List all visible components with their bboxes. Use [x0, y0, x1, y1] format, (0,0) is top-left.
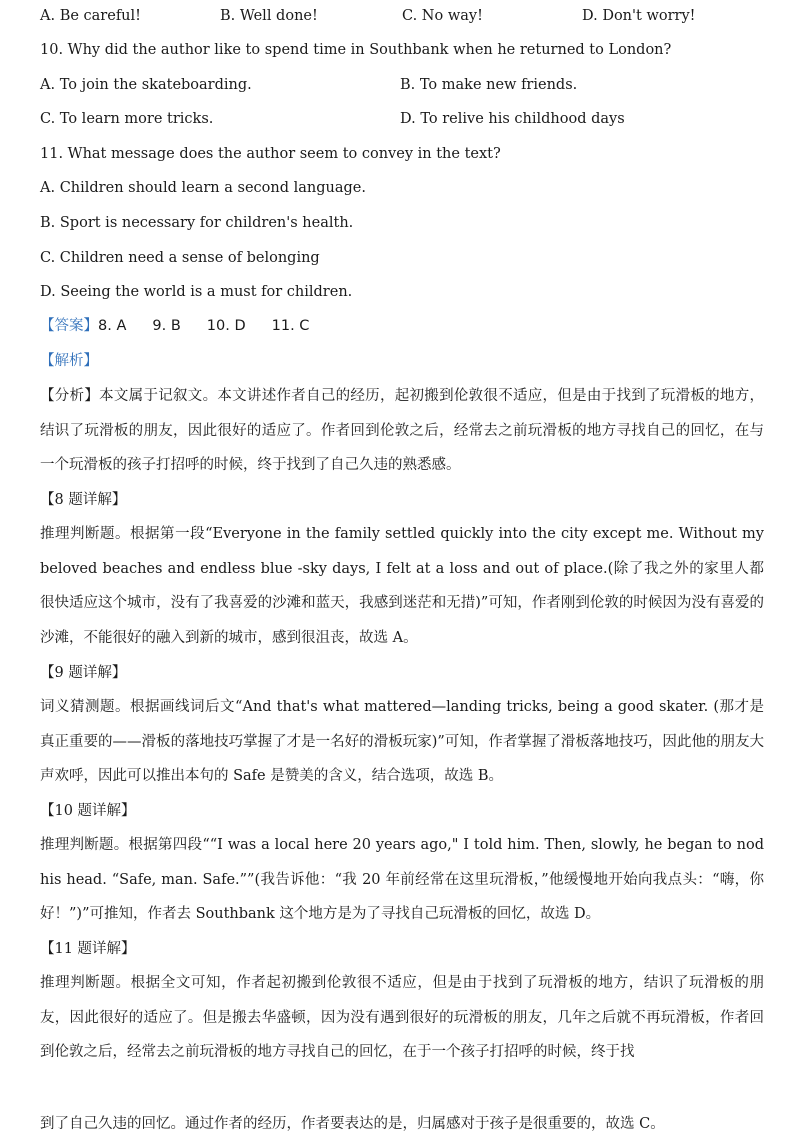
q9-options-row: [40, 6, 764, 26]
q11-option-b: B. Sport is necessary for children's health.: [40, 215, 354, 231]
q9-option-d: D. Don't worry!: [582, 8, 696, 24]
section-8-heading: 【8 题详解】: [40, 492, 127, 508]
q10-option-b: B. To make new friends.: [400, 77, 578, 93]
section-9-heading: 【9 题详解】: [40, 665, 127, 681]
section-11-body: 推理判断题。根据全文可知，作者起初搬到伦敦很不适应，但是由于找到了玩滑板的地方，结识了玩滑板的朋友，因此很好的适应了。但是搬去华盛顿，因为没有遇到很好的玩滑板的朋友，几年之后就不再玩滑板，作者回到伦敦之后，经常去之前玩滑板的地方寻找自己的回忆，在于一个孩子打招呼的时候，终于找: [40, 975, 764, 1060]
section-10-heading: 【10 题详解】: [40, 803, 136, 819]
q10-option-c: C. To learn more tricks.: [40, 111, 214, 127]
answer-item: 10. D: [206, 318, 246, 334]
answer-tag: 【答案】: [40, 318, 98, 334]
q11-stem: 11. What message does the author seem to convey in the text?: [40, 146, 501, 162]
q10-options-row-2: [40, 109, 764, 129]
q11-option-a: A. Children should learn a second language.: [40, 180, 366, 196]
q11-option-c: C. Children need a sense of belonging: [40, 250, 320, 266]
overview-paragraph: 【分析】本文属于记叙文。本文讲述作者自己的经历，起初搬到伦敦很不适应，但是由于找到了玩滑板的地方，结识了玩滑板的朋友，因此很好的适应了。作者回到伦敦之后，经常去之前玩滑板的地方寻找自己的回忆，在与一个玩滑板的孩子打招呼的时候，终于找到了自己久违的熟悉感。: [40, 388, 764, 473]
q10-option-d: D. To relive his childhood days: [400, 111, 625, 127]
q11-option-d: D. Seeing the world is a must for children.: [40, 284, 353, 300]
analysis-tag: 【解析】: [40, 353, 98, 369]
section-9-body: 词义猜测题。根据画线词后文“And that's what mattered—landing tricks, being a good skater. (那才是真正重要的——滑板的落地技巧掌握了才是一名好的滑板玩家)”可知，作者掌握了滑板落地技巧，因此他的朋友大声欢呼，因此可以推出本句的 Safe 是赞美的含义，结合选项，故选 B。: [40, 699, 764, 784]
answer-item: 11. C: [271, 318, 310, 334]
q10-option-a: A. To join the skateboarding.: [40, 77, 252, 93]
section-8-body: 推理判断题。根据第一段“Everyone in the family settled quickly into the city except me. Without my beloved beaches and endless blue -sky days, I felt at a loss and out of place.(除了我之外的家里人都很快适应这个城市，没有了我喜爱的沙滩和蓝天，我感到迷茫和无措)”可知，作者刚到伦敦的时候因为没有喜爱的沙滩，不能很好的融入到新的城市，感到很沮丧，故选 A。: [40, 526, 764, 646]
answer-item: 8. A: [98, 318, 127, 334]
answer-item: 9. B: [152, 318, 181, 334]
q10-stem: 10. Why did the author like to spend time in Southbank when he returned to London?: [40, 42, 672, 58]
section-11-body-continued: 到了自己久违的回忆。通过作者的经历，作者要表达的是，归属感对于孩子是很重要的，故选 C。: [40, 1116, 665, 1132]
q9-option-a: A. Be careful!: [40, 8, 141, 24]
section-10-body: 推理判断题。根据第四段““I was a local here 20 years ago," I told him. Then, slowly, he began to nod his head. “Safe, man. Safe.””(我告诉他：“我 20 年前经常在这里玩滑板，”他缓慢地开始向我点头：“嗨，你好！”)”可推知，作者去 Southbank 这个地方是为了寻找自己玩滑板的回忆，故选 D。: [40, 837, 764, 922]
answer-line: [40, 316, 764, 336]
section-11-heading: 【11 题详解】: [40, 941, 136, 957]
q9-option-b: B. Well done!: [220, 8, 318, 24]
q10-options-row-1: [40, 75, 764, 95]
q9-option-c: C. No way!: [402, 8, 483, 24]
